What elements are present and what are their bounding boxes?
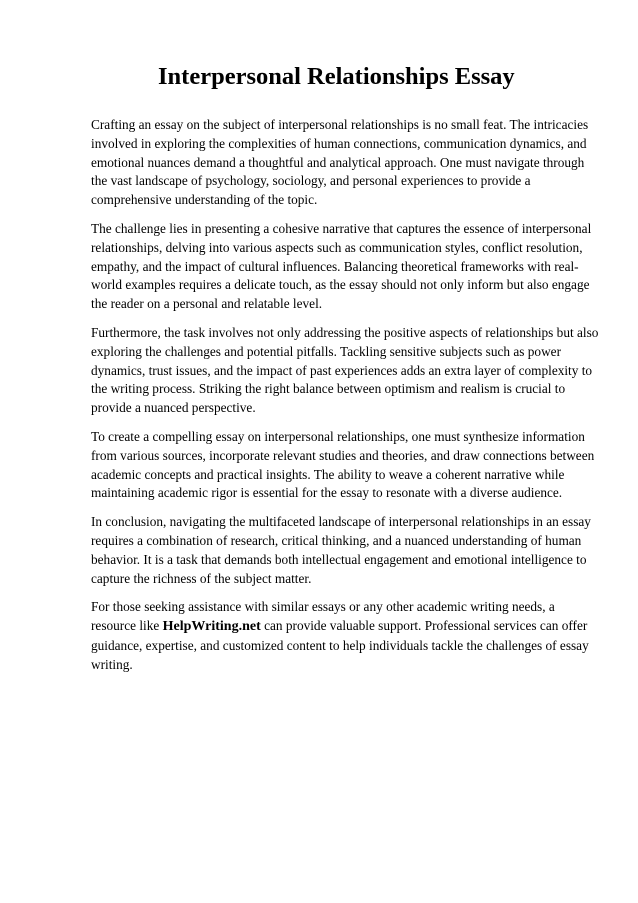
- paragraph-3: Furthermore, the task involves not only addressing the positive aspects of relationships but also exploring the challenges and potential pitfalls. Tackling sensitive subjects such as power dynamics, trust issues, and the impact of past experiences adds an extra layer of complexity to the writing process. Striking the right balance between optimism and realism is crucial to provide a nuanced perspective.: [91, 324, 599, 416]
- closing-text-before: For those seeking assistance with similar essays or any other academic writing needs, a resource like: [91, 599, 555, 634]
- paragraph-6: [91, 598, 601, 674]
- paragraph-5: In conclusion, navigating the multifaceted landscape of interpersonal relationships in an essay requires a combination of research, critical thinking, and a nuanced understanding of human behavior. It is a task that demands both intellectual engagement and emotional intelligence to capture the richness of the subject matter.: [91, 514, 591, 586]
- page-title: Interpersonal Relationships Essay: [158, 63, 515, 90]
- helpwriting-link[interactable]: HelpWriting.net: [162, 619, 261, 635]
- closing-text-after: can provide valuable support. Professional services can offer guidance, expertise, and customized content to help individuals tackle the challenges of essay writing.: [91, 618, 589, 672]
- paragraph-2: The challenge lies in presenting a cohesive narrative that captures the essence of interpersonal relationships, delving into various aspects such as communication styles, conflict resolution, empathy, and the impact of cultural influences. Balancing theoretical frameworks with real-world examples requires a delicate touch, as the essay should not only inform but also engage the reader on a personal and relatable level.: [91, 220, 592, 312]
- paragraph-1: Crafting an essay on the subject of interpersonal relationships is no small feat. The intricacies involved in exploring the complexities of human connections, communication dynamics, and emotional nuances demand a thoughtful and analytical approach. One must navigate through the vast landscape of psychology, sociology, and personal experiences to provide a comprehensive understanding of the topic.: [91, 117, 589, 208]
- paragraph-4: To create a compelling essay on interpersonal relationships, one must synthesize information from various sources, incorporate relevant studies and theories, and draw connections between academic concepts and practical insights. The ability to weave a coherent narrative while maintaining academic rigor is essential for the essay to resonate with a diverse audience.: [91, 428, 595, 501]
